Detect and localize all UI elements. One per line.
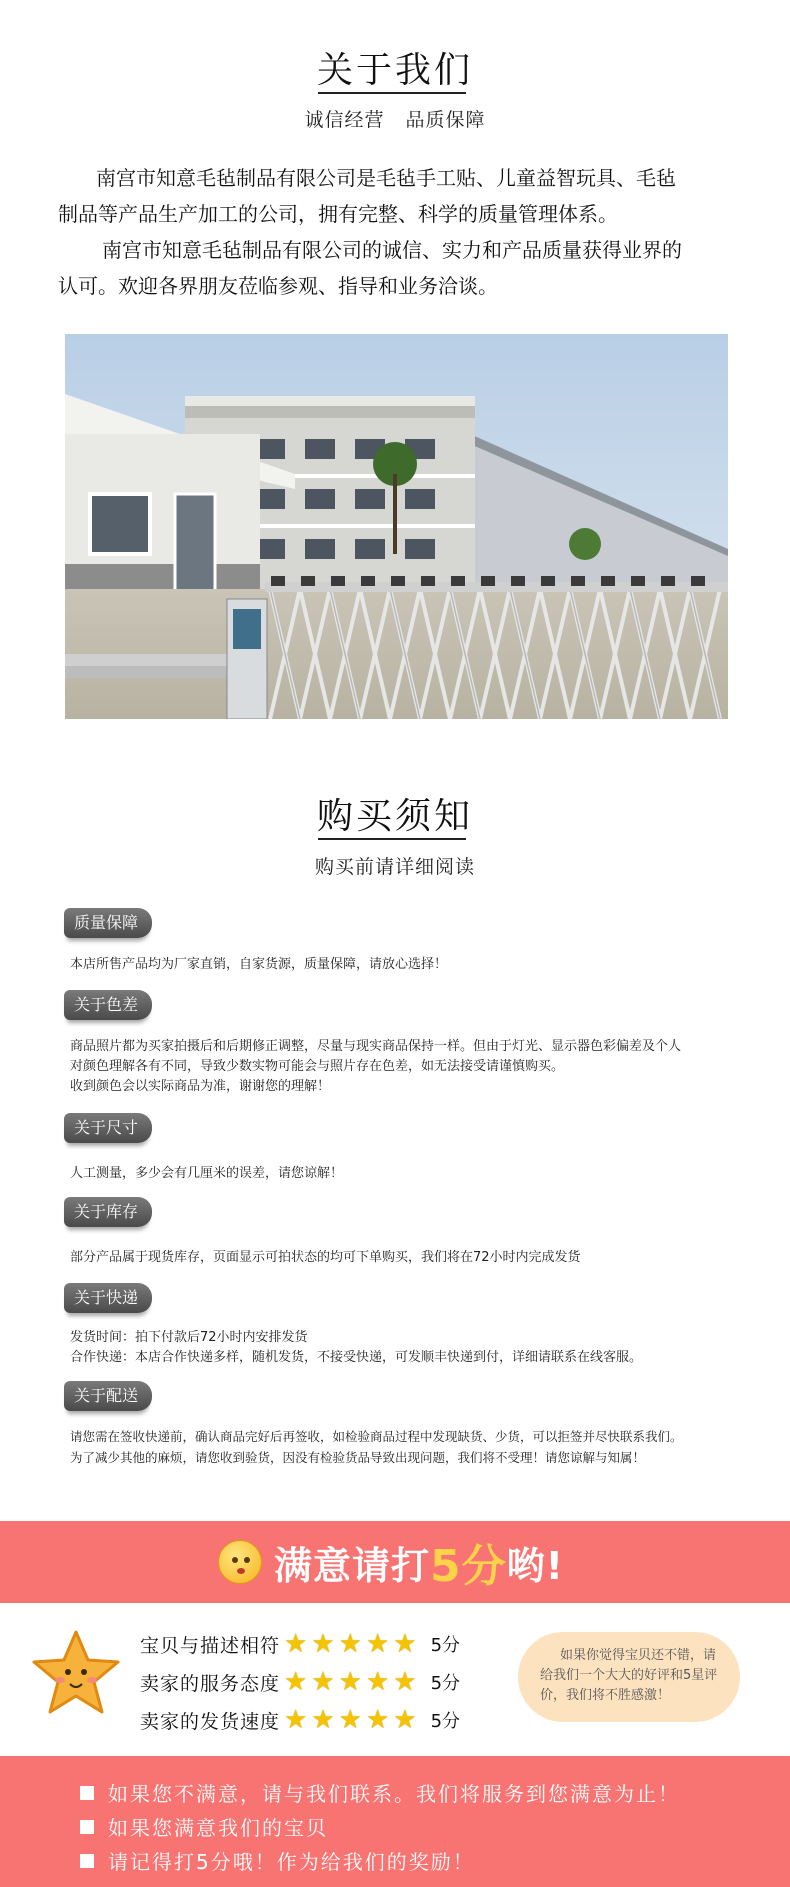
notice-text-color-2: 对颜色理解各有不同，导致少数实物可能会与照片存在色差，如无法接受请谨慎购买。 [70,1059,565,1074]
footer-text-2: 如果您满意我们的宝贝 [108,1816,328,1840]
about-para1-line2-wrap [58,196,738,232]
about-para2-line1: 南宫市知意毛毡制品有限公司的诚信、实力和产品质量获得业界的 [102,238,682,262]
notice-text-stock: 部分产品属于现货库存，页面显示可拍状态的均可下单购买，我们将在72小时内完成发货 [70,1250,581,1265]
star-icon: ★ [365,1629,390,1659]
square-bullet-icon [80,1854,94,1868]
star-icon: ★ [311,1667,335,1697]
notice-subtitle: 购买前请详细阅读 [314,856,475,878]
star-rating-icons [284,1631,421,1657]
footer-line-2 [80,1812,328,1841]
rating-row-description [140,1627,460,1661]
star-icon: ★ [284,1667,308,1697]
notice-text-delivery-1: 请您需在签收快递前，确认商品完好后再签收，如检验商品过程中发现缺货、少货，可以拒签并尽快联系我们。 [70,1429,683,1444]
rating-score: 5分 [430,1711,461,1732]
review-request-bubble [518,1632,740,1722]
about-para2-line2-wrap [58,268,738,304]
about-title: 关于我们 [316,50,473,91]
about-paragraph-2 [58,232,738,268]
star-icon: ★ [338,1705,362,1735]
star-rating-icons [284,1669,421,1695]
notice-tag-delivery: 关于配送 [64,1381,152,1411]
footer-panel [0,1756,790,1887]
footer-text-1: 如果您不满意，请与我们联系。我们将服务到您满意为止！ [108,1782,680,1806]
star-icon: ★ [365,1667,390,1697]
footer-text-3: 请记得打5分哦！作为给我们的奖励！ [108,1850,475,1874]
notice-tag-stock: 关于库存 [64,1197,152,1227]
star-icon: ★ [393,1629,417,1659]
banner-text-five: 5分 [430,1541,507,1592]
notice-title-rule [318,838,466,840]
star-rating-icons [284,1707,421,1733]
about-subtitle: 诚信经营 品质保障 [304,109,486,131]
rating-row-service [140,1665,460,1699]
notice-text-quality: 本店所售产品均为厂家直销，自家货源，质量保障，请放心选择！ [70,957,448,972]
footer-line-1 [80,1778,680,1807]
rating-label: 卖家的服务态度 [140,1672,281,1695]
rating-label: 宝贝与描述相符 [140,1634,281,1657]
star-icon: ★ [393,1705,417,1735]
square-bullet-icon [80,1820,94,1834]
satisfaction-banner [0,1521,790,1603]
notice-text-color-1: 商品照片都为买家拍摄后和后期修正调整，尽量与现实商品保持一样。但由于灯光、显示器色彩偏差及个人 [70,1039,682,1054]
star-mascot-icon [30,1628,122,1718]
notice-text-express-2: 合作快递：本店合作快递多样，随机发货，不接受快递，可发顺丰快递到付，详细请联系在线客服。 [70,1350,643,1365]
rating-score: 5分 [430,1635,461,1656]
star-icon: ★ [311,1629,335,1659]
notice-title-wrap [0,788,790,839]
about-subtitle-wrap [0,105,790,132]
notice-text-express-1: 发货时间：拍下付款后72小时内安排发货 [70,1330,308,1345]
about-title-rule [318,92,466,94]
rating-row-shipping [140,1703,460,1737]
banner-text-a: 满意请打 [274,1543,431,1588]
star-icon: ★ [338,1667,362,1697]
about-para2-line2: 认可。欢迎各界朋友莅临参观、指导和业务洽谈。 [58,274,498,298]
about-para1-line1: 南宫市知意毛毡制品有限公司是毛毡手工贴、儿童益智玩具、毛毡 [96,166,676,190]
about-paragraph-1 [58,160,738,196]
notice-title: 购买须知 [316,796,473,837]
bubble-line-1: 如果你觉得宝贝还不错，请 [560,1648,717,1663]
notice-tag-express: 关于快递 [64,1283,152,1313]
rating-label: 卖家的发货速度 [140,1710,281,1733]
about-para1-line2: 制品等产品生产加工的公司，拥有完整、科学的质量管理体系。 [58,202,618,226]
about-title-wrap [0,42,790,93]
smiley-icon [218,1540,262,1584]
bubble-line-3: 价，我们将不胜感激！ [540,1688,671,1703]
footer-line-3 [80,1846,475,1875]
star-icon: ★ [393,1667,417,1697]
banner-text-b: 哟! [506,1543,564,1588]
notice-tag-size: 关于尺寸 [64,1113,152,1143]
star-icon: ★ [284,1705,308,1735]
notice-tag-color: 关于色差 [64,990,152,1020]
star-icon: ★ [311,1705,335,1735]
star-icon: ★ [284,1629,308,1659]
banner-content [218,1535,564,1592]
square-bullet-icon [80,1786,94,1800]
notice-tag-quality: 质量保障 [64,908,152,938]
star-icon: ★ [338,1629,362,1659]
rating-score: 5分 [430,1673,461,1694]
notice-text-color-3: 收到颜色会以实际商品为准，谢谢您的理解！ [70,1079,331,1094]
star-icon: ★ [365,1705,390,1735]
notice-subtitle-wrap [0,852,790,879]
notice-text-size: 人工测量，多少会有几厘米的误差，请您谅解！ [70,1166,344,1181]
notice-text-delivery-2: 为了减少其他的麻烦，请您收到验货，因没有检验货品导致出现问题，我们将不受理！请您谅解与知属！ [70,1450,646,1465]
bubble-line-2: 给我们一个大大的好评和5星评 [540,1668,718,1683]
factory-photo [65,334,728,719]
